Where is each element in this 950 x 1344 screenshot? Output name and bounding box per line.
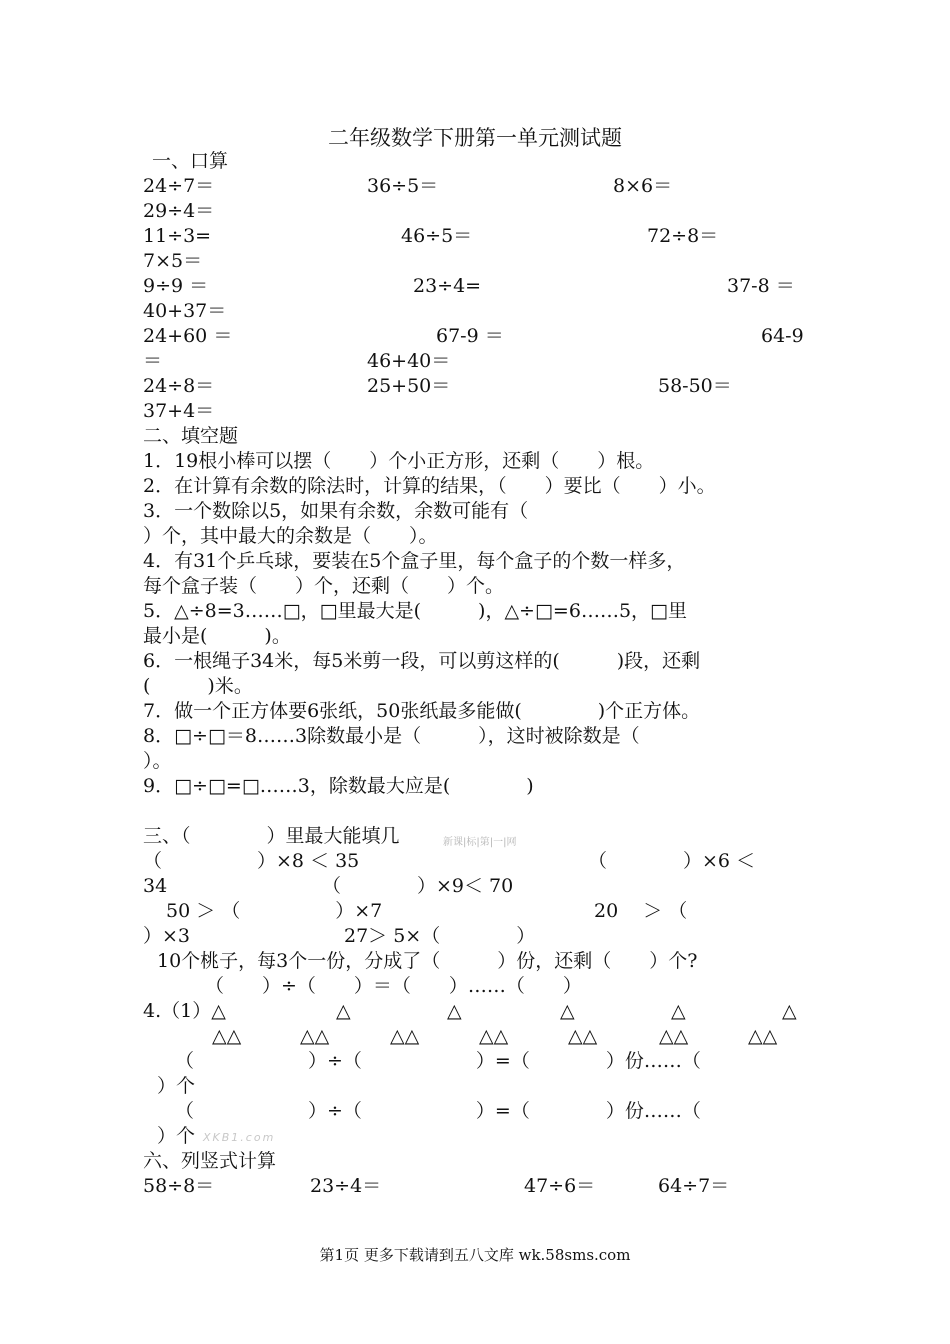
fill-question: 每个盒子装（ ）个，还剩（ ）个。 [143,575,505,597]
triangle-group: △ [560,1000,575,1022]
oral-item: 8×6＝ [613,175,673,197]
fill-question: ）个，其中最大的余数是（ ）。 [143,525,438,547]
fill-question: 3．一个数除以5，如果有余数，余数可能有（ [143,500,529,522]
fill-question: 2．在计算有余数的除法时，计算的结果，（ ）要比（ ）小。 [143,475,716,497]
page-footer: 第1页 更多下载请到五八文库 wk.58sms.com [319,1246,631,1264]
oral-item: 58-50＝ [658,375,732,397]
triangle-group: △△ [479,1025,509,1047]
fill-question: 4．有31个乒乓球，要装在5个盒子里，每个盒子的个数一样多， [143,550,686,572]
oral-item: 23÷4= [413,275,482,297]
triangle-group: △△ [748,1025,778,1047]
fill-question: 最小是( )。 [143,625,291,647]
watermark: 新课|标|第|一|网 [443,837,517,848]
vertical-calc-item: 47÷6＝ [524,1175,596,1197]
oral-item: 29÷4＝ [143,200,215,222]
fill-question: ）。 [143,750,172,772]
triangle-group: △ [671,1000,686,1022]
section-6-heading: 六、列竖式计算 [143,1150,277,1172]
fill-question: 7．做一个正方体要6张纸，50张纸最多能做( )个正方体。 [143,700,701,722]
oral-item: 67-9 ＝ [436,325,504,347]
oral-item: 11÷3= [143,225,212,247]
oral-item: 40+37＝ [143,300,227,322]
watermark: XKB1.com [203,1131,276,1144]
inequality-item: ）×3 [143,925,191,947]
oral-item: 7×5＝ [143,250,203,272]
vertical-calc-item: 64÷7＝ [658,1175,730,1197]
vertical-calc-item: 23÷4＝ [310,1175,382,1197]
oral-item: 37-8 ＝ [727,275,795,297]
oral-item: 37+4＝ [143,400,215,422]
section-3-heading: 三、（ ）里最大能填几 [143,825,400,847]
oral-item: 46+40＝ [367,350,451,372]
section-2-heading: 二、填空题 [143,425,239,447]
division-equation: ）个 [157,1075,196,1097]
triangle-group: △△ [390,1025,420,1047]
triangle-group: △ [782,1000,797,1022]
inequality-item: 50 ＞ （ ）×7 [166,900,383,922]
oral-item: 36÷5＝ [367,175,439,197]
inequality-item: 27＞ 5×（ ） [344,925,536,947]
fill-question: 8．□÷□＝8……3除数最小是（ ），这时被除数是（ [143,725,640,747]
inequality-item: 34 [143,875,168,897]
triangle-group: 4.（1）△ [143,1000,226,1022]
vertical-calc-item: 58÷8＝ [143,1175,215,1197]
division-equation: （ ）÷（ ）=（ ）份……（ [175,1100,701,1122]
triangle-group: △ [447,1000,462,1022]
fill-question: 6．一根绳子34米，每5米剪一段，可以剪这样的( )段，还剩 [143,650,701,672]
oral-item: 24÷8＝ [143,375,215,397]
oral-item: 25+50＝ [367,375,451,397]
inequality-item: （ ）×9＜ 70 [322,875,514,897]
oral-item: ＝ [143,350,163,372]
inequality-item: 20 ＞ （ [594,900,688,922]
oral-item: 24+60 ＝ [143,325,233,347]
word-problem-equation: （ ）÷（ ）＝（ ）……（ ） [205,975,582,997]
division-equation: ）个 [157,1125,196,1147]
fill-question: 9．□÷□=□……3，除数最大应是( ) [143,775,534,797]
oral-item: 72÷8＝ [647,225,719,247]
fill-question: ( )米。 [143,675,253,697]
page-title: 二年级数学下册第一单元测试题 [328,126,622,150]
division-equation: （ ）÷（ ）=（ ）份……（ [175,1050,701,1072]
triangle-group: △△ [568,1025,598,1047]
fill-question: 5．△÷8=3……□，□里最大是( )，△÷□=6……5，□里 [143,600,687,622]
oral-item: 64-9 [761,325,804,347]
inequality-item: （ ）×8 ＜ 35 [143,850,360,872]
triangle-group: △△ [300,1025,330,1047]
inequality-item: （ ）×6 ＜ [588,850,756,872]
section-1-heading: 一、口算 [152,150,229,172]
triangle-group: △△ [212,1025,242,1047]
oral-item: 24÷7＝ [143,175,215,197]
triangle-group: △△ [659,1025,689,1047]
fill-question: 1．19根小棒可以摆（ ）个小正方形，还剩（ ）根。 [143,450,655,472]
oral-item: 46÷5＝ [401,225,473,247]
triangle-group: △ [336,1000,351,1022]
oral-item: 9÷9 ＝ [143,275,209,297]
word-problem: 10个桃子，每3个一份，分成了（ ）份，还剩（ ）个? [157,950,698,972]
